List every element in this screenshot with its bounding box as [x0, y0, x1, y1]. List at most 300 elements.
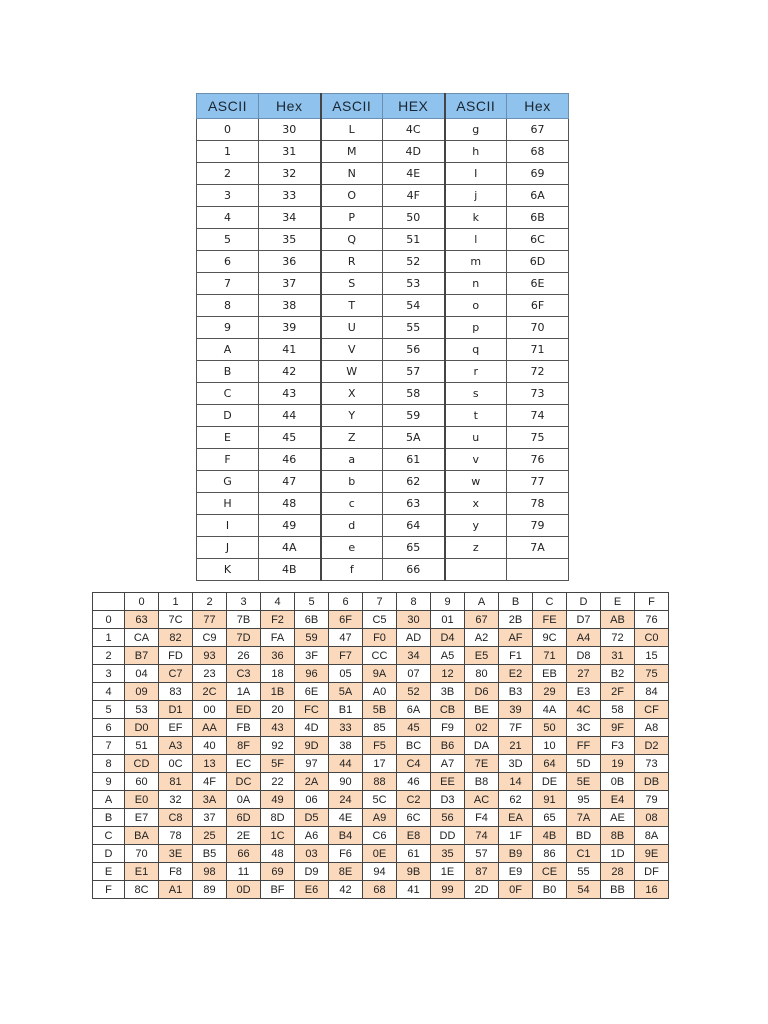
row-header: 7: [93, 737, 125, 755]
sbox-cell: 03: [295, 845, 329, 863]
ascii-char-cell: O: [321, 185, 383, 207]
sbox-cell: BE: [465, 701, 499, 719]
table-row: [93, 719, 669, 737]
sbox-cell: D4: [431, 629, 465, 647]
sbox-cell: 13: [193, 755, 227, 773]
sbox-cell: 59: [295, 629, 329, 647]
table-row: [93, 827, 669, 845]
sbox-cell: CA: [125, 629, 159, 647]
table-row: [93, 773, 669, 791]
sbox-cell: 71: [533, 647, 567, 665]
sbox-cell: D2: [635, 737, 669, 755]
hex-value-cell: 4C: [383, 119, 445, 141]
sbox-cell: 24: [329, 791, 363, 809]
sbox-cell: E5: [465, 647, 499, 665]
ascii-row: [197, 229, 569, 251]
sbox-cell: 17: [363, 755, 397, 773]
sbox-cell: C4: [397, 755, 431, 773]
ascii-char-cell: B: [197, 361, 259, 383]
sbox-cell: AF: [499, 629, 533, 647]
sbox-cell: BA: [125, 827, 159, 845]
hex-value-cell: 65: [383, 537, 445, 559]
hex-value-cell: 39: [259, 317, 321, 339]
sbox-cell: EF: [159, 719, 193, 737]
sbox-cell: DC: [227, 773, 261, 791]
sbox-cell: 81: [159, 773, 193, 791]
sbox-cell: 43: [261, 719, 295, 737]
sbox-cell: 49: [261, 791, 295, 809]
ascii-char-cell: e: [321, 537, 383, 559]
ascii-char-cell: 8: [197, 295, 259, 317]
sbox-cell: 25: [193, 827, 227, 845]
sbox-cell: 4F: [193, 773, 227, 791]
substitution-table: [92, 592, 669, 899]
sbox-cell: 8F: [227, 737, 261, 755]
sbox-cell: 2A: [295, 773, 329, 791]
sbox-cell: 2B: [499, 611, 533, 629]
ascii-char-cell: s: [445, 383, 507, 405]
sbox-cell: 94: [363, 863, 397, 881]
ascii-char-cell: X: [321, 383, 383, 405]
hex-value-cell: 6E: [507, 273, 569, 295]
substitution-table-body: [93, 611, 669, 899]
sbox-cell: 7B: [227, 611, 261, 629]
table-row: [93, 665, 669, 683]
table-row: [93, 755, 669, 773]
ascii-row: [197, 515, 569, 537]
sbox-cell: A0: [363, 683, 397, 701]
hex-value-cell: 4F: [383, 185, 445, 207]
ascii-row: [197, 471, 569, 493]
row-header: 9: [93, 773, 125, 791]
ascii-char-cell: 4: [197, 207, 259, 229]
ascii-char-cell: o: [445, 295, 507, 317]
ascii-char-cell: r: [445, 361, 507, 383]
sbox-cell: 9E: [635, 845, 669, 863]
sbox-cell: 55: [567, 863, 601, 881]
hex-value-cell: [507, 559, 569, 581]
sbox-cell: 2C: [193, 683, 227, 701]
column-header: D: [567, 593, 601, 611]
ascii-char-cell: l: [445, 229, 507, 251]
hex-value-cell: 57: [383, 361, 445, 383]
sbox-cell: F4: [465, 809, 499, 827]
ascii-header: ASCII: [321, 94, 383, 119]
hex-value-cell: 5A: [383, 427, 445, 449]
sbox-cell: B9: [499, 845, 533, 863]
sbox-cell: 14: [499, 773, 533, 791]
table-row: [93, 863, 669, 881]
sbox-cell: 08: [635, 809, 669, 827]
sbox-cell: 67: [465, 611, 499, 629]
ascii-char-cell: V: [321, 339, 383, 361]
ascii-row: [197, 251, 569, 273]
ascii-row: [197, 339, 569, 361]
column-header: 3: [227, 593, 261, 611]
column-header: 2: [193, 593, 227, 611]
row-header: B: [93, 809, 125, 827]
row-header: E: [93, 863, 125, 881]
sbox-cell: FD: [159, 647, 193, 665]
hex-value-cell: 51: [383, 229, 445, 251]
ascii-char-cell: N: [321, 163, 383, 185]
sbox-cell: 8E: [329, 863, 363, 881]
sbox-cell: 9A: [363, 665, 397, 683]
ascii-char-cell: M: [321, 141, 383, 163]
hex-value-cell: 74: [507, 405, 569, 427]
sbox-cell: 97: [295, 755, 329, 773]
sbox-cell: 93: [193, 647, 227, 665]
sbox-cell: 64: [533, 755, 567, 773]
column-header: 8: [397, 593, 431, 611]
sbox-cell: C5: [363, 611, 397, 629]
ascii-char-cell: w: [445, 471, 507, 493]
sbox-cell: 0C: [159, 755, 193, 773]
column-header: 7: [363, 593, 397, 611]
hex-header: Hex: [507, 94, 569, 119]
sbox-cell: B7: [125, 647, 159, 665]
sbox-cell: FF: [567, 737, 601, 755]
hex-value-cell: 6F: [507, 295, 569, 317]
sbox-cell: AC: [465, 791, 499, 809]
table-row: [93, 611, 669, 629]
table-row: [93, 737, 669, 755]
sbox-cell: B6: [431, 737, 465, 755]
hex-value-cell: 41: [259, 339, 321, 361]
ascii-char-cell: Z: [321, 427, 383, 449]
sbox-cell: 89: [193, 881, 227, 899]
sbox-cell: A7: [431, 755, 465, 773]
hex-value-cell: 38: [259, 295, 321, 317]
column-header: 4: [261, 593, 295, 611]
hex-value-cell: 61: [383, 449, 445, 471]
hex-value-cell: 4A: [259, 537, 321, 559]
ascii-char-cell: I: [445, 163, 507, 185]
hex-value-cell: 48: [259, 493, 321, 515]
sbox-cell: 36: [261, 647, 295, 665]
ascii-row: [197, 383, 569, 405]
sbox-cell: 00: [193, 701, 227, 719]
ascii-char-cell: t: [445, 405, 507, 427]
ascii-char-cell: m: [445, 251, 507, 273]
sbox-cell: CD: [125, 755, 159, 773]
sbox-cell: F2: [261, 611, 295, 629]
hex-value-cell: 43: [259, 383, 321, 405]
sbox-cell: 46: [397, 773, 431, 791]
row-header: 8: [93, 755, 125, 773]
sbox-cell: D9: [295, 863, 329, 881]
sbox-cell: 6A: [397, 701, 431, 719]
sbox-cell: 4D: [295, 719, 329, 737]
row-header: 6: [93, 719, 125, 737]
hex-value-cell: 53: [383, 273, 445, 295]
sbox-cell: 2E: [227, 827, 261, 845]
sbox-cell: 0E: [363, 845, 397, 863]
ascii-char-cell: 9: [197, 317, 259, 339]
sbox-cell: 77: [193, 611, 227, 629]
ascii-row: [197, 295, 569, 317]
ascii-row: [197, 493, 569, 515]
sbox-cell: 86: [533, 845, 567, 863]
sbox-cell: 34: [397, 647, 431, 665]
ascii-char-cell: R: [321, 251, 383, 273]
ascii-char-cell: v: [445, 449, 507, 471]
hex-value-cell: 45: [259, 427, 321, 449]
sbox-cell: DF: [635, 863, 669, 881]
hex-value-cell: 77: [507, 471, 569, 493]
sbox-cell: 56: [431, 809, 465, 827]
sbox-cell: 5A: [329, 683, 363, 701]
hex-value-cell: 44: [259, 405, 321, 427]
sbox-cell: 6E: [295, 683, 329, 701]
column-header: C: [533, 593, 567, 611]
ascii-char-cell: S: [321, 273, 383, 295]
sbox-cell: 54: [567, 881, 601, 899]
row-header: D: [93, 845, 125, 863]
sbox-cell: 7C: [159, 611, 193, 629]
hex-value-cell: 62: [383, 471, 445, 493]
ascii-row: [197, 537, 569, 559]
sbox-cell: 0A: [227, 791, 261, 809]
sbox-cell: E3: [567, 683, 601, 701]
ascii-row: [197, 361, 569, 383]
sbox-cell: 5D: [567, 755, 601, 773]
ascii-row: [197, 207, 569, 229]
sbox-cell: 5F: [261, 755, 295, 773]
hex-value-cell: 56: [383, 339, 445, 361]
hex-value-cell: 72: [507, 361, 569, 383]
sbox-cell: B4: [329, 827, 363, 845]
ascii-char-cell: K: [197, 559, 259, 581]
sbox-cell: 02: [465, 719, 499, 737]
table-row: [93, 683, 669, 701]
sbox-cell: 28: [601, 863, 635, 881]
ascii-char-cell: 6: [197, 251, 259, 273]
sbox-cell: C3: [227, 665, 261, 683]
hex-value-cell: 32: [259, 163, 321, 185]
sbox-cell: 40: [193, 737, 227, 755]
hex-value-cell: 63: [383, 493, 445, 515]
sbox-cell: F0: [363, 629, 397, 647]
sbox-cell: 90: [329, 773, 363, 791]
sbox-cell: 51: [125, 737, 159, 755]
sbox-cell: AA: [193, 719, 227, 737]
sbox-cell: 33: [329, 719, 363, 737]
sbox-cell: C6: [363, 827, 397, 845]
ascii-hex-table: [196, 93, 569, 581]
ascii-char-cell: b: [321, 471, 383, 493]
sbox-cell: D8: [567, 647, 601, 665]
sbox-cell: 01: [431, 611, 465, 629]
sbox-cell: D7: [567, 611, 601, 629]
ascii-row: [197, 185, 569, 207]
sbox-cell: 7E: [465, 755, 499, 773]
sbox-cell: 78: [159, 827, 193, 845]
sbox-cell: 57: [465, 845, 499, 863]
sbox-cell: 19: [601, 755, 635, 773]
sbox-cell: D6: [465, 683, 499, 701]
hex-value-cell: 46: [259, 449, 321, 471]
sbox-cell: 4A: [533, 701, 567, 719]
column-header: 1: [159, 593, 193, 611]
sbox-cell: 79: [635, 791, 669, 809]
sbox-cell: C2: [397, 791, 431, 809]
sbox-cell: AD: [397, 629, 431, 647]
column-header: F: [635, 593, 669, 611]
hex-value-cell: 42: [259, 361, 321, 383]
ascii-char-cell: L: [321, 119, 383, 141]
hex-value-cell: 50: [383, 207, 445, 229]
sbox-cell: 6C: [397, 809, 431, 827]
column-header: 6: [329, 593, 363, 611]
sbox-cell: 7D: [227, 629, 261, 647]
sbox-cell: 30: [397, 611, 431, 629]
sbox-cell: 8B: [601, 827, 635, 845]
hex-value-cell: 75: [507, 427, 569, 449]
column-header: 0: [125, 593, 159, 611]
hex-header: HEX: [383, 94, 445, 119]
sbox-cell: F5: [363, 737, 397, 755]
sbox-cell: EA: [499, 809, 533, 827]
sbox-cell: 26: [227, 647, 261, 665]
hex-value-cell: 33: [259, 185, 321, 207]
sbox-cell: 12: [431, 665, 465, 683]
sbox-cell: 5C: [363, 791, 397, 809]
column-header: 9: [431, 593, 465, 611]
ascii-char-cell: 3: [197, 185, 259, 207]
sbox-cell: 6D: [227, 809, 261, 827]
sbox-cell: B2: [601, 665, 635, 683]
sbox-cell: 41: [397, 881, 431, 899]
sbox-cell: 47: [329, 629, 363, 647]
sbox-cell: 69: [261, 863, 295, 881]
ascii-char-cell: j: [445, 185, 507, 207]
substitution-header-row: [93, 593, 669, 611]
sbox-cell: 45: [397, 719, 431, 737]
sbox-cell: BD: [567, 827, 601, 845]
table-row: [93, 845, 669, 863]
sbox-cell: 3F: [295, 647, 329, 665]
sbox-cell: 31: [601, 647, 635, 665]
hex-value-cell: 34: [259, 207, 321, 229]
hex-value-cell: 6C: [507, 229, 569, 251]
row-header: C: [93, 827, 125, 845]
ascii-char-cell: n: [445, 273, 507, 295]
sbox-cell: 22: [261, 773, 295, 791]
sbox-cell: 73: [635, 755, 669, 773]
ascii-row: [197, 559, 569, 581]
sbox-cell: E1: [125, 863, 159, 881]
sbox-cell: 8D: [261, 809, 295, 827]
sbox-cell: 53: [125, 701, 159, 719]
sbox-cell: E8: [397, 827, 431, 845]
ascii-char-cell: C: [197, 383, 259, 405]
sbox-cell: C7: [159, 665, 193, 683]
sbox-cell: EE: [431, 773, 465, 791]
sbox-cell: A5: [431, 647, 465, 665]
ascii-char-cell: D: [197, 405, 259, 427]
sbox-cell: 06: [295, 791, 329, 809]
ascii-char-cell: I: [197, 515, 259, 537]
row-header: 5: [93, 701, 125, 719]
sbox-cell: 27: [567, 665, 601, 683]
sbox-cell: C9: [193, 629, 227, 647]
table-row: [93, 701, 669, 719]
sbox-cell: 4B: [533, 827, 567, 845]
sbox-cell: 3E: [159, 845, 193, 863]
sbox-cell: 0F: [499, 881, 533, 899]
sbox-cell: 50: [533, 719, 567, 737]
sbox-cell: 62: [499, 791, 533, 809]
sbox-cell: 7F: [499, 719, 533, 737]
sbox-cell: 87: [465, 863, 499, 881]
sbox-cell: 1E: [431, 863, 465, 881]
sbox-cell: 42: [329, 881, 363, 899]
row-header: 1: [93, 629, 125, 647]
sbox-cell: 35: [431, 845, 465, 863]
ascii-row: [197, 317, 569, 339]
sbox-cell: 04: [125, 665, 159, 683]
sbox-cell: 84: [635, 683, 669, 701]
sbox-cell: 0B: [601, 773, 635, 791]
sbox-cell: 3D: [499, 755, 533, 773]
ascii-char-cell: g: [445, 119, 507, 141]
hex-header: Hex: [259, 94, 321, 119]
ascii-char-cell: P: [321, 207, 383, 229]
sbox-cell: 9B: [397, 863, 431, 881]
sbox-cell: 11: [227, 863, 261, 881]
ascii-char-cell: 1: [197, 141, 259, 163]
sbox-cell: 6B: [295, 611, 329, 629]
sbox-cell: CF: [635, 701, 669, 719]
sbox-cell: F9: [431, 719, 465, 737]
sbox-cell: 1B: [261, 683, 295, 701]
hex-value-cell: 69: [507, 163, 569, 185]
sbox-cell: E0: [125, 791, 159, 809]
sbox-cell: E6: [295, 881, 329, 899]
hex-value-cell: 47: [259, 471, 321, 493]
table-row: [93, 791, 669, 809]
sbox-cell: 39: [499, 701, 533, 719]
ascii-char-cell: 7: [197, 273, 259, 295]
hex-value-cell: 49: [259, 515, 321, 537]
sbox-cell: B8: [465, 773, 499, 791]
ascii-char-cell: U: [321, 317, 383, 339]
sbox-cell: 2F: [601, 683, 635, 701]
ascii-char-cell: c: [321, 493, 383, 515]
ascii-table-body: [197, 119, 569, 581]
sbox-cell: 15: [635, 647, 669, 665]
sbox-cell: DA: [465, 737, 499, 755]
ascii-header: ASCII: [197, 94, 259, 119]
ascii-char-cell: [445, 559, 507, 581]
ascii-char-cell: x: [445, 493, 507, 515]
ascii-row: [197, 405, 569, 427]
sbox-cell: 82: [159, 629, 193, 647]
sbox-cell: D3: [431, 791, 465, 809]
sbox-cell: 66: [227, 845, 261, 863]
sbox-cell: AB: [601, 611, 635, 629]
sbox-cell: 85: [363, 719, 397, 737]
hex-value-cell: 36: [259, 251, 321, 273]
sbox-cell: 98: [193, 863, 227, 881]
table-row: [93, 881, 669, 899]
sbox-cell: FA: [261, 629, 295, 647]
sbox-cell: 48: [261, 845, 295, 863]
sbox-cell: F7: [329, 647, 363, 665]
sbox-cell: BC: [397, 737, 431, 755]
sbox-cell: BB: [601, 881, 635, 899]
